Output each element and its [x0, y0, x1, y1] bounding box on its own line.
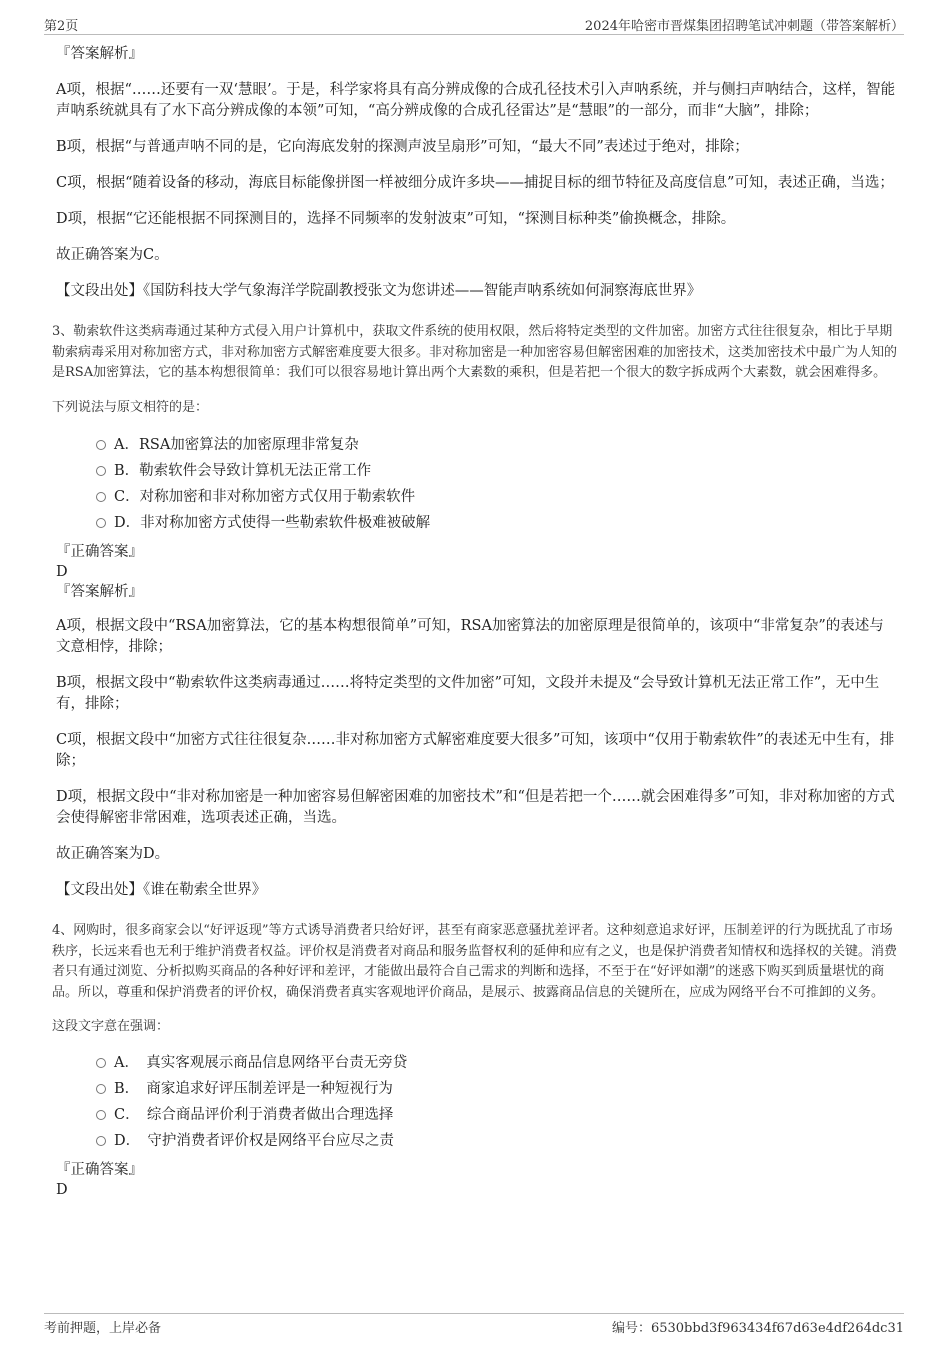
q4-option-a[interactable]: A． 真实客观展示商品信息网络平台责无旁贷 — [96, 1050, 898, 1076]
q2-source: 【文段出处】《国防科技大学气象海洋学院副教授张文为您讲述——智能声呐系统如何洞察海底世界》 — [56, 283, 702, 299]
q2-analysis-label: 『答案解析』 — [56, 46, 143, 62]
q3-option-c[interactable]: C．对称加密和非对称加密方式仅用于勒索软件 — [96, 484, 898, 510]
q2-conclusion: 故正确答案为C。 — [56, 247, 169, 263]
q2-analysis-a: A项，根据“……还要有一双‘慧眼’。于是，科学家将具有高分辨成像的合成孔径技术引入声呐系统，并与侧扫声呐结合，这样，智能声呐系统就具有了水下高分辨成像的本领”可知，“高分辨成像的合成孔径雷达”是“慧眼”的一部分，而非“大脑”，排除； — [56, 82, 896, 119]
footer-slogan: 考前押题，上岸必备 — [44, 1321, 162, 1336]
page-content — [52, 44, 898, 1200]
q2-analysis-b: B项，根据“与普通声呐不同的是，它向海底发射的探测声波呈扇形”可知，“最大不同”表述过于绝对，排除； — [56, 139, 749, 155]
q3-analysis-d: D项，根据文段中“非对称加密是一种加密容易但解密困难的加密技术”和“但是若把一个……就会困难得多”可知，非对称加密的方式会使得解密非常困难，选项表述正确，当选。 — [56, 789, 895, 826]
radio-icon[interactable] — [96, 440, 106, 450]
q3-option-a[interactable]: A．RSA加密算法的加密原理非常复杂 — [96, 432, 898, 458]
q3-correct-label: 『正确答案』 — [56, 544, 143, 560]
page-header — [44, 14, 904, 35]
q3-source: 【文段出处】《谁在勒索全世界》 — [56, 882, 267, 898]
radio-icon[interactable] — [96, 492, 106, 502]
q4-option-d[interactable]: D． 守护消费者评价权是网络平台应尽之责 — [96, 1128, 898, 1154]
radio-icon[interactable] — [96, 1084, 106, 1094]
q2-analysis-c: C项，根据“随着设备的移动，海底目标能像拼图一样被细分成许多块——捕捉目标的细节特征及高度信息”可知，表述正确，当选； — [56, 175, 894, 191]
radio-icon[interactable] — [96, 466, 106, 476]
document-id: 编号：6530bbd3f963434f67d63e4df264dc31 — [611, 1321, 904, 1336]
radio-icon[interactable] — [96, 1058, 106, 1068]
q3-correct-answer: D — [56, 564, 68, 580]
q3-analysis-a: A项，根据文段中“RSA加密算法，它的基本构想很简单”可知，RSA加密算法的加密原理是很简单的，该项中“非常复杂”的表述与文意相悖，排除； — [56, 618, 884, 655]
q3-analysis-c: C项，根据文段中“加密方式往往很复杂……非对称加密方式解密难度要大很多”可知，该项中“仅用于勒索软件”的表述无中生有，排除； — [56, 732, 895, 769]
page-number: 第2页 — [44, 19, 79, 34]
document-title: 2024年哈密市晋煤集团招聘笔试冲刺题（带答案解析） — [584, 19, 904, 34]
q4-option-c[interactable]: C． 综合商品评价利于消费者做出合理选择 — [96, 1102, 898, 1128]
q3-option-b[interactable]: B．勒索软件会导致计算机无法正常工作 — [96, 458, 898, 484]
radio-icon[interactable] — [96, 1110, 106, 1120]
q3-analysis-label: 『答案解析』 — [56, 584, 143, 600]
q4-option-b[interactable]: B． 商家追求好评压制差评是一种短视行为 — [96, 1076, 898, 1102]
q4-prompt: 这段文字意在强调： — [52, 1019, 170, 1034]
radio-icon[interactable] — [96, 518, 106, 528]
q4-options — [96, 1050, 898, 1154]
q3-options — [96, 432, 898, 536]
page-footer — [44, 1313, 904, 1336]
q4-stem: 4、网购时，很多商家会以“好评返现”等方式诱导消费者只给好评，甚至有商家恶意骚扰差评者。这种刻意追求好评，压制差评的行为既扰乱了市场秩序，长远来看也无利于维护消费者权益。评价权是消费者对商品和服务监督权利的延伸和应有之义，也是保护消费者知情权和选择权的关键。消费者只有通过浏览、分析拟购买商品的各种好评和差评，才能做出最符合自己需求的判断和选择，不至于在“好评如潮”的迷惑下购买到质量堪忧的商品。所以，尊重和保护消费者的评价权，确保消费者真实客观地评价商品，是展示、披露商品信息的关键所在，应成为网络平台不可推卸的义务。 — [52, 923, 898, 1000]
q3-stem: 3、勒索软件这类病毒通过某种方式侵入用户计算机中，获取文件系统的使用权限，然后将特定类型的文件加密。加密方式往往很复杂，相比于早期勒索病毒采用对称加密方式，非对称加密方式解密难度要大很多。非对称加密是一种加密容易但解密困难的加密技术，这类加密技术中最广为人知的是RSA加密算法，它的基本构想很简单：我们可以很容易地计算出两个大素数的乘积，但是若把一个很大的数字拆成两个大素数，就会困难得多。 — [52, 324, 898, 380]
q4-correct-label: 『正确答案』 — [56, 1161, 143, 1178]
q3-conclusion: 故正确答案为D。 — [56, 846, 170, 862]
q3-prompt: 下列说法与原文相符的是： — [52, 399, 209, 415]
q3-option-d[interactable]: D．非对称加密方式使得一些勒索软件极难被破解 — [96, 510, 898, 536]
q4-correct-answer: D — [56, 1181, 68, 1198]
q3-analysis-b: B项，根据文段中“勒索软件这类病毒通过……将特定类型的文件加密”可知，文段并未提及“会导致计算机无法正常工作”，无中生有，排除； — [56, 675, 880, 712]
q2-analysis-d: D项，根据“它还能根据不同探测目的，选择不同频率的发射波束”可知，“探测目标种类”偷换概念，排除。 — [56, 211, 736, 227]
radio-icon[interactable] — [96, 1136, 106, 1146]
